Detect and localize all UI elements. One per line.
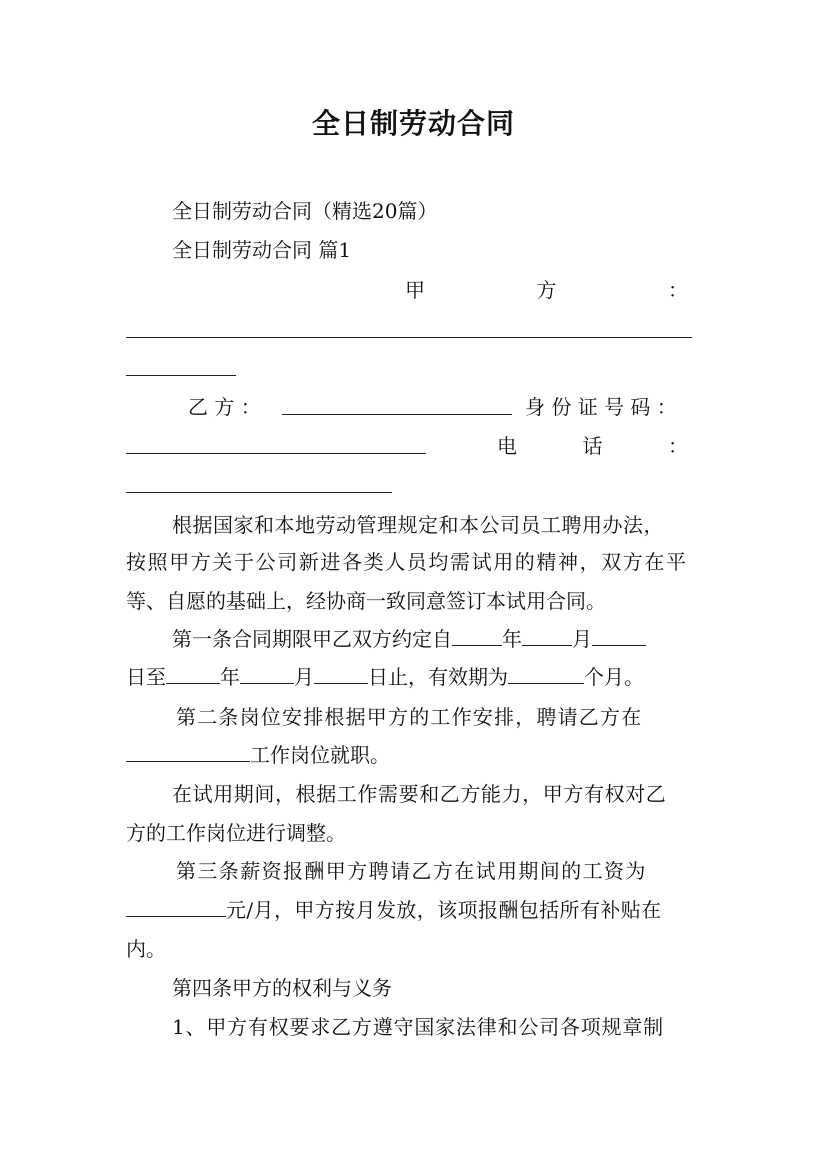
salary-blank[interactable] — [126, 898, 226, 917]
article2-line2 — [126, 743, 390, 767]
party-a-blank-line-2[interactable] — [126, 375, 236, 376]
day-end-label: 日止，有效期为 — [368, 665, 508, 689]
month-label: 月 — [572, 627, 592, 651]
duration-blank[interactable] — [508, 665, 584, 684]
article1-line1 — [172, 627, 646, 651]
para1-line3: 等、自愿的基础上，经协商一致同意签订本试用合同。 — [126, 589, 606, 613]
phone-blank[interactable] — [126, 492, 392, 493]
article2-line2-text: 工作岗位就职。 — [250, 743, 390, 767]
document-subtitle: 全日制劳动合同（精选20篇） — [172, 199, 438, 223]
party-a-char-1: 甲 — [405, 278, 425, 302]
trial-line2: 方的工作岗位进行调整。 — [126, 821, 346, 845]
party-b-name-blank[interactable] — [282, 414, 512, 415]
para1-line2: 按照甲方关于公司新进各类人员均需试用的精神，双方在平 — [126, 550, 688, 574]
start-year-blank[interactable] — [452, 627, 502, 646]
end-day-blank[interactable] — [314, 665, 368, 684]
end-month-label: 月 — [294, 665, 314, 689]
end-year-blank[interactable] — [166, 665, 220, 684]
article1-line2 — [126, 665, 644, 689]
article3-line1: 第三条薪资报酬甲方聘请乙方在试用期间的工资为 — [176, 859, 647, 883]
article4-item1: 1、甲方有权要求乙方遵守国家法律和公司各项规章制 — [172, 1015, 664, 1039]
phone-char-2: 话 — [582, 434, 603, 458]
article4-heading: 第四条甲方的权利与义务 — [172, 976, 392, 1000]
document-title: 全日制劳动合同 — [311, 107, 515, 140]
party-a-label — [405, 278, 688, 302]
phone-colon: ： — [668, 434, 688, 458]
party-b-label: 乙 方 ： — [188, 395, 261, 419]
start-day-blank[interactable] — [592, 627, 646, 646]
end-year-label: 年 — [220, 665, 240, 689]
party-a-blank-line-1[interactable] — [126, 337, 692, 338]
trial-line1: 在试用期间，根据工作需要和乙方能力，甲方有权对乙 — [172, 782, 667, 806]
id-number-label: 身 份 证 号 码 ： — [525, 395, 677, 419]
party-a-colon: ： — [668, 278, 688, 302]
article3-line2-text: 元/月，甲方按月发放，该项报酬包括所有补贴在 — [226, 898, 662, 922]
article2-line1: 第二条岗位安排根据甲方的工作安排，聘请乙方在 — [176, 705, 643, 729]
article1-text: 第一条合同期限甲乙双方约定自 — [172, 627, 452, 651]
party-a-char-2: 方 — [536, 278, 557, 302]
article3-line3: 内。 — [126, 937, 166, 961]
section-heading: 全日制劳动合同 篇1 — [172, 238, 352, 262]
phone-label — [497, 434, 688, 458]
phone-char-1: 电 — [497, 434, 517, 458]
para1-line1: 根据国家和本地劳动管理规定和本公司员工聘用办法， — [172, 513, 664, 537]
year-label: 年 — [502, 627, 522, 651]
id-number-blank[interactable] — [126, 453, 426, 454]
end-month-blank[interactable] — [240, 665, 294, 684]
months-label: 个月。 — [584, 665, 644, 689]
article3-line2 — [126, 898, 662, 922]
job-position-blank[interactable] — [126, 743, 250, 762]
start-month-blank[interactable] — [522, 627, 572, 646]
day-to-label: 日至 — [126, 665, 166, 689]
